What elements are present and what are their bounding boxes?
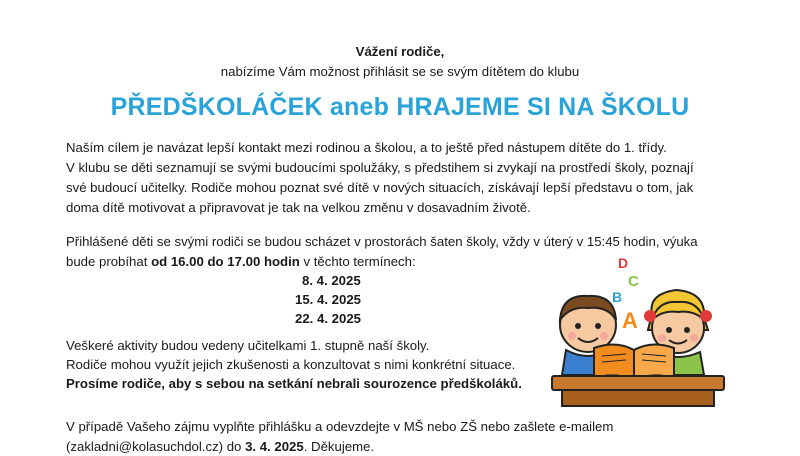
letter-b-icon: B [612,289,623,305]
schedule-time: od 16.00 do 17.00 hodin [151,254,300,269]
para4-line2-post: . Děkujeme. [303,439,375,454]
date-item-3: 22. 4. 2025 [295,311,361,326]
para1-line2: V klubu se děti seznamují se svými budoucími spolužáky, s předstihem si zvykají na prostředí školy, poznají [66,160,694,175]
open-book-icon [594,344,674,380]
intro-text: nabízíme Vám možnost přihlásit se se svým dítětem do klubu [220,64,580,79]
para2-line2-pre: bude probíhat [66,254,152,269]
para2-line2 [66,253,416,271]
contact-email: (zakladni@kolasuchdol.cz) do [66,439,246,454]
desk-icon [552,376,724,406]
page-title: PŘEDŠKOLÁČEK aneb HRAJEME SI NA ŠKOLU [110,93,690,121]
para3-line3: Prosíme rodiče, aby s sebou na setkání nebrali sourozence předškoláků. [66,376,522,391]
date-item-1: 8. 4. 2025 [302,273,361,288]
deadline-date: 3. 4. 2025 [245,439,304,454]
para3-line2: Rodiče mohou využít jejich zkušenosti a konzultovat s nimi konkrétní situace. [66,357,516,372]
para1-line4: doma dítě motivovat a připravovat je tak na velkou změnu v dosavadním životě. [66,200,531,215]
para4-line2 [66,438,374,456]
para4-line1: V případě Vašeho zájmu vyplňte přihlášku a odevzdejte v MŠ nebo ZŠ nebo zašlete e-mailem [66,419,614,434]
children-reading-illustration [548,250,728,410]
date-item-2: 15. 4. 2025 [295,292,361,307]
para1-line1: Naším cílem je navázat lepší kontakt mezi rodinou a školou, a to ještě před nástupem dítěte do 1. třídy. [66,140,667,155]
para1-line3: své budoucí učitelky. Rodiče mohou poznat své dítě v nových situacích, získávají lepší představu o tom, jak [66,180,694,195]
letter-d-icon: D [618,255,629,271]
para2-line2-post: v těchto termínech: [299,254,416,269]
greeting: Vážení rodiče, [355,44,445,59]
para3-line1: Veškeré aktivity budou vedeny učitelkami 1. stupně naší školy. [66,338,430,353]
letter-a-icon: A [622,308,638,333]
para2-line1: Přihlášené děti se svými rodiči se budou scházet v prostorách šaten školy, vždy v úterý v 15:45 hodin, výuka [66,234,698,249]
letter-c-icon: C [628,273,639,290]
